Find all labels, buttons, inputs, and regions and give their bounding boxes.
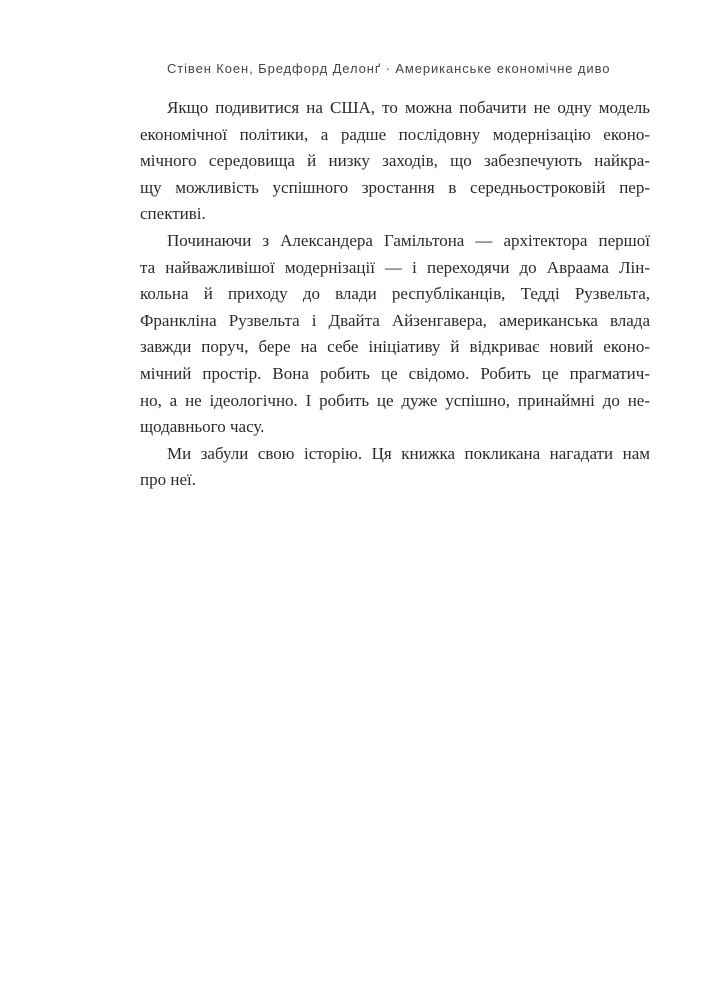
text-line: щу можливість успішного зростання в середньостроковій пер- xyxy=(140,177,650,197)
body-text xyxy=(140,95,650,494)
text-line: Ми забули свою історію. Ця книжка покликана нагадати нам xyxy=(167,443,650,463)
text-line: кольна й приходу до влади республіканців, Тедді Рузвельта, xyxy=(140,284,650,304)
text-line: мічний простір. Вона робить це свідомо. Робить це прагматич- xyxy=(140,363,650,383)
text-line: про неї. xyxy=(140,470,196,490)
text-line: економічної політики, а радше послідовну модернізацію еконо- xyxy=(140,124,650,144)
paragraph xyxy=(140,228,650,441)
text-line: спективі. xyxy=(140,204,206,224)
running-head: Стівен Коен, Бредфорд Делонґ · Американське економічне диво xyxy=(167,61,611,76)
text-line: завжди поруч, бере на себе ініціативу й відкриває новий еконо- xyxy=(140,337,650,357)
paragraph xyxy=(140,441,650,494)
text-line: та найважливішої модернізації — і переходячи до Авраама Лін- xyxy=(140,257,650,277)
text-line: мічного середовища й низку заходів, що забезпечують найкра- xyxy=(140,151,650,171)
text-line: щодавнього часу. xyxy=(140,417,265,437)
paragraph xyxy=(140,95,650,228)
text-line: но, а не ідеологічно. І робить це дуже успішно, принаймні до не- xyxy=(140,390,650,410)
text-line: Починаючи з Александера Гамільтона — архітектора першої xyxy=(167,230,650,250)
text-line: Якщо подивитися на США, то можна побачити не одну модель xyxy=(167,98,650,117)
text-line: Франкліна Рузвельта і Двайта Айзенгавера, американська влада xyxy=(140,310,650,330)
